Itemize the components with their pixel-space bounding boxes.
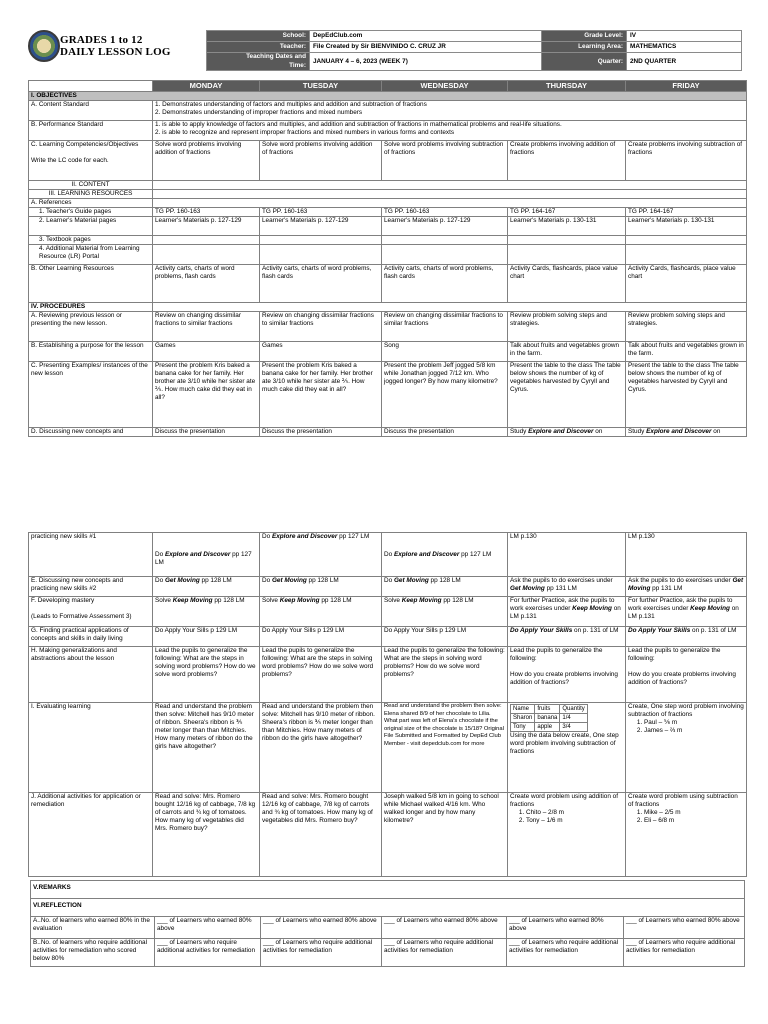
gm-tue-pp: pp 128 LM	[306, 577, 339, 584]
other-wed: Activity carts, charts of word problems, flash cards	[382, 265, 508, 303]
km-mon-solve: Solve	[155, 597, 173, 604]
purpose-wed: Song	[382, 342, 508, 362]
competencies-label-text: C. Learning Competencies/Objectives	[31, 141, 139, 148]
ask-fri-em: Get Moving	[628, 577, 744, 592]
km-mon-pp: pp 128 LM	[212, 597, 245, 604]
lm-label: 2. Learner's Material pages	[29, 217, 153, 236]
explore-mon-do: Do	[155, 551, 165, 558]
gen-thu-2: How do you create problems involving addition of fractions?	[510, 671, 618, 686]
study-fri	[626, 428, 747, 437]
lm-fri: Learner's Materials p. 130-131	[626, 217, 747, 236]
lm-mon: Learner's Materials p. 127-129	[153, 217, 260, 236]
km-tue-em: Keep Moving	[279, 597, 320, 604]
j-thu-item-2: 2. Tony – 1/6 m	[526, 817, 623, 825]
performance-standard-2: 2. is able to recognize and represent improper fractions and mixed numbers in various forms and contexts	[155, 129, 455, 136]
ref-a-fri: ___ of Learners who earned 80% above	[624, 917, 745, 939]
ask-thu-em: Get Moving	[510, 585, 545, 592]
gm-tue-do: Do	[262, 577, 272, 584]
km-mon-em: Keep Moving	[172, 597, 213, 604]
explore-wed-do: Do	[384, 551, 394, 558]
study-thu-post: on	[593, 428, 603, 435]
lc-code-note: Write the LC code for each.	[31, 157, 109, 164]
further-thu-post: on LM p.131	[510, 605, 621, 620]
tg-label: 1. Teacher's Guide pages	[29, 208, 153, 217]
competency-wed: Solve word problems involving subtraction of fractions	[382, 141, 508, 181]
ref-b-fri: ___ of Learners who require additional activities for remediation	[624, 939, 745, 967]
ask-fri-post: pp 131 LM	[650, 585, 683, 592]
purpose-thu: Talk about fruits and vegetables grown in the farm.	[508, 342, 626, 362]
study-fri-post: on	[711, 428, 721, 435]
j-thu-text: Create word problem using addition of fractions	[510, 793, 618, 808]
purpose-fri: Talk about fruits and vegetables grown in the farm.	[626, 342, 747, 362]
further-thu	[508, 597, 626, 627]
h-label: H. Making generalizations and abstractions about the lesson	[29, 647, 153, 703]
ref-a-mon: ___ of Learners who earned 80% above	[155, 917, 261, 939]
ref-a-label: A..No. of learners who earned 80% in the evaluation	[31, 917, 155, 939]
practicing-label: practicing new skills #1	[29, 533, 153, 577]
fruit-head-name: Name	[511, 705, 535, 714]
day-wednesday: WEDNESDAY	[382, 81, 508, 92]
info-table	[206, 30, 742, 71]
references-label: A. References	[29, 199, 153, 208]
gen-fri	[626, 647, 747, 703]
i-label: I. Evaluating learning	[29, 703, 153, 793]
performance-standard-1: 1. is able to apply knowledge of factors and multiples, and addition and subtraction of fractions in mathematical problems and real-life situations.	[155, 121, 562, 128]
apply-tue: Do Apply Your Sills p 129 LM	[260, 627, 382, 647]
lm-thu: Learner's Materials p. 130-131	[508, 217, 626, 236]
explore-wed-pp: pp 127 LM	[459, 551, 492, 558]
fruit-head-qty: Quantity	[560, 705, 587, 714]
eval-fri-text: Create, One step word problem involving subtraction of fractions	[628, 703, 744, 718]
km-tue-solve: Solve	[262, 597, 280, 604]
dates-label	[207, 53, 310, 71]
eval-tue: Read and understand the problem then solve: Mitchell has 9/10 meter of ribbon. Sheera's ribbon is ⅗ meter longer than than Mitchies. How many meters of ribbon do the girls have altogether?	[260, 703, 382, 793]
apply-mon: Do Apply Your Sills p 129 LM	[153, 627, 260, 647]
apply-thu-em: Do Apply Your Skills	[510, 627, 573, 634]
tg-tue: TG PP. 160-163	[260, 208, 382, 217]
day-thursday: THURSDAY	[508, 81, 626, 92]
fruit-row-2-fruit: apple	[535, 723, 560, 732]
ref-b-label: B..No. of learners who require additional activities for remediation who scored below 80%	[31, 939, 155, 967]
getmoving-mon	[153, 577, 260, 597]
lm-tue: Learner's Materials p. 127-129	[260, 217, 382, 236]
tg-mon: TG PP. 160-163	[153, 208, 260, 217]
gen-wed: Lead the pupils to generalize the following: What are the steps in solving word problems? How do we solve word problems?	[382, 647, 508, 703]
competency-tue: Solve word problems involving addition of fractions	[260, 141, 382, 181]
apply-fri	[626, 627, 747, 647]
explore-tue-do: Do	[262, 533, 272, 540]
content-standard-label: A. Content Standard	[29, 101, 153, 121]
further-fri	[626, 597, 747, 627]
ref-b-mon: ___ of Learners who require additional activities for remediation	[155, 939, 261, 967]
dll-table-page2	[28, 532, 747, 877]
area-value: MATHEMATICS	[627, 42, 742, 53]
discussing-label: D. Discussing new concepts and	[29, 428, 153, 437]
title-line-2: DAILY LESSON LOG	[60, 46, 171, 58]
other-tue: Activity carts, charts of word problems, flash cards	[260, 265, 382, 303]
header	[28, 30, 746, 74]
fruit-row-2-qty: 3/4	[560, 723, 587, 732]
keepmoving-tue	[260, 597, 382, 627]
section-content: II. CONTENT	[29, 181, 153, 190]
quarter-label: Quarter:	[542, 53, 627, 71]
gm-mon-em: Get Moving	[164, 577, 200, 584]
gen-fri-1: Lead the pupils to generalize the following:	[628, 647, 721, 662]
discuss-wed: Discuss the presentation	[382, 428, 508, 437]
section-objectives: I. OBJECTIVES	[29, 92, 747, 101]
present-tue: Present the problem Kris baked a banana cake for her family. Her brother ate 3/10 while her sister ate ⅖. How much cake did they eat in all?	[260, 362, 382, 428]
remarks-heading: V.REMARKS	[31, 881, 745, 899]
j-fri-list	[628, 809, 744, 825]
further-fri-post: on LM p.131	[628, 605, 739, 620]
eval-fri-item-2: 2. James – ⅔ m	[644, 727, 744, 735]
discuss-mon: Discuss the presentation	[153, 428, 260, 437]
dates-label-2: Time:	[289, 61, 306, 69]
j-thu	[508, 793, 626, 877]
km-tue-pp: pp 128 LM	[319, 597, 352, 604]
teacher-value: File Created by Sir BIENVINIDO C. CRUZ JR	[310, 42, 542, 53]
reflection-table	[30, 880, 745, 967]
title-line-1: GRADES 1 to 12	[60, 34, 143, 46]
review-tue: Review on changing dissimilar fractions to similar fractions	[260, 312, 382, 342]
eval-thu-text: Using the data below create, One step word problem involving subtraction of fractions	[510, 732, 619, 755]
study-thu-pre: Study	[510, 428, 529, 435]
gm-wed-do: Do	[384, 577, 394, 584]
review-wed: Review on changing dissimilar fractions to similar fractions	[382, 312, 508, 342]
purpose-tue: Games	[260, 342, 382, 362]
day-tuesday: TUESDAY	[260, 81, 382, 92]
present-thu: Present the table to the class The table below shows the number of kg of vegetables harvested by Cyryll and Cyrus.	[508, 362, 626, 428]
f-label: F. Developing mastery	[31, 597, 95, 604]
area-label: Learning Area:	[542, 42, 627, 53]
j-label: J. Additional activities for application or remediation	[29, 793, 153, 877]
ref-a-wed: ___ of Learners who earned 80% above	[382, 917, 507, 939]
fruit-row-2-name: Tony	[511, 723, 535, 732]
further-thu-em: Keep Moving	[572, 605, 612, 612]
apply-fri-em: Do Apply Your Skills	[628, 627, 691, 634]
study-fri-em: Explore and Discover	[646, 428, 712, 435]
gm-tue-em: Get Moving	[271, 577, 307, 584]
eval-fri-list	[628, 719, 744, 735]
ask-fri	[626, 577, 747, 597]
gen-tue: Lead the pupils to generalize the following: What are the steps in solving word problems? How do we solve word problems?	[260, 647, 382, 703]
gen-fri-2: How do you create problems involving addition of fractions?	[628, 671, 736, 686]
section-procedures: IV. PROCEDURES	[29, 303, 153, 312]
j-fri	[626, 793, 747, 877]
other-thu: Activity Cards, flashcards, place value chart	[508, 265, 626, 303]
other-mon: Activity carts, charts of word problems, flash cards	[153, 265, 260, 303]
keepmoving-wed	[382, 597, 508, 627]
dates-value: JANUARY 4 – 6, 2023 (WEEK 7)	[310, 53, 542, 71]
apply-thu	[508, 627, 626, 647]
ask-thu-post: pp 131 LM	[544, 585, 577, 592]
getmoving-tue	[260, 577, 382, 597]
explore-tue-em: Explore and Discover	[271, 533, 338, 540]
further-fri-em: Keep Moving	[690, 605, 730, 612]
textbook-label: 3. Textbook pages	[29, 236, 153, 245]
fruit-row-1-name: Sharon	[511, 714, 535, 723]
f-label-2: (Leads to Formative Assessment 3)	[31, 613, 132, 620]
explore-wed-em: Explore and Discover	[393, 551, 460, 558]
j-wed: Joseph walked 5/8 km in going to school while Michael walked 4/16 km. Who walked longer and by how many kilometre?	[382, 793, 508, 877]
j-thu-item-1: 1. Chito – 2/8 m	[526, 809, 623, 817]
dates-label-1: Teaching Dates and	[246, 53, 306, 60]
review-fri: Review problem solving steps and strategies.	[626, 312, 747, 342]
km-wed-em: Keep Moving	[401, 597, 442, 604]
review-thu: Review problem solving steps and strategies.	[508, 312, 626, 342]
ref-b-thu: ___ of Learners who require additional activities for remediation	[507, 939, 624, 967]
school-label: School:	[207, 31, 310, 42]
gm-wed-pp: pp 128 LM	[428, 577, 461, 584]
present-fri: Present the table to the class The table below shows the number of kg of vegetables harvested by Cyryll and Cyrus.	[626, 362, 747, 428]
section-resources: III. LEARNING RESOURCES	[29, 190, 153, 199]
gm-mon-do: Do	[155, 577, 165, 584]
additional-material-label: 4. Additional Material from Learning Resource (LR) Portal	[29, 245, 153, 265]
competencies-label	[29, 141, 153, 181]
day-friday: FRIDAY	[626, 81, 747, 92]
apply-wed: Do Apply Your Sills p 129 LM	[382, 627, 508, 647]
gen-thu	[508, 647, 626, 703]
study-fri-pre: Study	[628, 428, 647, 435]
performance-standard-label: B. Performance Standard	[29, 121, 153, 141]
explore-mon	[153, 533, 260, 577]
reflection-heading: VI.REFLECTION	[31, 899, 745, 917]
day-monday: MONDAY	[153, 81, 260, 92]
eval-thu	[508, 703, 626, 793]
eval-wed: Read and understand the problem then solve: Elena shared 8/9 of her chocolate to Lilia. What part was left of Elena's chocolate if the original size of the chocolate is 15/18? Original File Submitted and Formatted by DepEd Club Member - visit depedclub.com for more	[382, 703, 508, 793]
present-mon: Present the problem Kris baked a banana cake for her family. Her brother ate 3/10 while her sister ate ⅖. How much cake did they eat in all?	[153, 362, 260, 428]
study-thu	[508, 428, 626, 437]
lm130-fri: LM p.130	[626, 533, 747, 577]
f-label-cell	[29, 597, 153, 627]
ref-b-wed: ___ of Learners who require additional activities for remediation	[382, 939, 507, 967]
lm130-thu: LM p.130	[508, 533, 626, 577]
gen-thu-1: Lead the pupils to generalize the following:	[510, 647, 603, 662]
g-label: G. Finding practical applications of concepts and skills in daily living	[29, 627, 153, 647]
school-value: DepEdClub.com	[310, 31, 542, 42]
apply-thu-post: on p. 131 of LM	[572, 627, 619, 634]
ask-fri-pre: Ask the pupils to do exercises under	[628, 577, 733, 584]
j-tue: Read and solve: Mrs. Romero bought 12/16 kg of cabbage, 7/8 kg of carrots and ¾ kg of tomatoes. How many kg of vegetables did Mrs. Romero buy?	[260, 793, 382, 877]
e-label: E. Discussing new concepts and practicing new skills #2	[29, 577, 153, 597]
fruit-head-fruits: fruits	[535, 705, 560, 714]
j-thu-list	[510, 809, 623, 825]
review-label: A. Reviewing previous lesson or presenting the new lesson.	[29, 312, 153, 342]
deped-seal-icon	[28, 30, 60, 62]
eval-fri	[626, 703, 747, 793]
eval-fruit-table	[510, 704, 588, 732]
gm-mon-pp: pp 128 LM	[199, 577, 232, 584]
other-resources-label: B. Other Learning Resources	[29, 265, 153, 303]
km-wed-pp: pp 128 LM	[441, 597, 474, 604]
apply-fri-post: on p. 131 of LM	[690, 627, 737, 634]
discuss-tue: Discuss the presentation	[260, 428, 382, 437]
fruit-row-1-qty: 1/4	[560, 714, 587, 723]
dll-table-page1	[28, 80, 747, 437]
content-standard-1: 1. Demonstrates understanding of factors and multiples and addition and subtraction of fractions	[155, 101, 427, 108]
eval-fri-item-1: 1. Paul – ⅚ m	[644, 719, 744, 727]
performance-standard	[153, 121, 747, 141]
keepmoving-mon	[153, 597, 260, 627]
ask-thu-pre: Ask the pupils to do exercises under	[510, 577, 613, 584]
explore-tue-pp: pp 127 LM	[337, 533, 370, 540]
doc-title	[60, 34, 171, 58]
presenting-label: C. Presenting Examples/ instances of the new lesson	[29, 362, 153, 428]
study-thu-em: Explore and Discover	[528, 428, 594, 435]
further-fri-pre: For further Practice, ask the pupils to work exercises under	[628, 597, 733, 612]
fruit-row-1-fruit: banana	[535, 714, 560, 723]
purpose-mon: Games	[153, 342, 260, 362]
teacher-label: Teacher:	[207, 42, 310, 53]
ref-a-tue: ___ of Learners who earned 80% above	[261, 917, 382, 939]
present-wed: Present the problem Jeff jogged 5/8 km while Jonathan jogged 7/12 km. Who jogged longer? By how many kilometre?	[382, 362, 508, 428]
explore-tue	[260, 533, 382, 577]
page-1	[0, 0, 768, 505]
grade-label: Grade Level:	[542, 31, 627, 42]
ref-a-thu: ___ of Learners who earned 80% above	[507, 917, 624, 939]
km-wed-solve: Solve	[384, 597, 402, 604]
eval-mon: Read and understand the problem then solve: Mitchell has 9/10 meter of ribbon. Sheera's ribbon is ⅗ meter longer than than Mitchies. How many meters of ribbon do the girls have altogether?	[153, 703, 260, 793]
gen-mon: Lead the pupils to generalize the following: What are the steps in solving word problems? How do we solve word problems?	[153, 647, 260, 703]
other-fri: Activity Cards, flashcards, place value chart	[626, 265, 747, 303]
explore-mon-pp: pp 127 LM	[155, 551, 252, 566]
content-standard	[153, 101, 747, 121]
j-fri-text: Create word problem using subtraction of fractions	[628, 793, 738, 808]
competency-thu: Create problems involving addition of fractions	[508, 141, 626, 181]
grade-value: IV	[627, 31, 742, 42]
ref-b-tue: ___ of Learners who require additional activities for remediation	[261, 939, 382, 967]
explore-mon-em: Explore and Discover	[164, 551, 231, 558]
ask-thu	[508, 577, 626, 597]
j-fri-item-2: 2. Eli – 6/8 m	[644, 817, 744, 825]
explore-wed	[382, 533, 508, 577]
tg-thu: TG PP. 164-167	[508, 208, 626, 217]
j-mon: Read and solve: Mrs. Romero bought 12/16 kg of cabbage, 7/8 kg of carrots and ¾ kg of tomatoes. How many kg of vegetables did Mrs. Romero buy?	[153, 793, 260, 877]
quarter-value: 2ND QUARTER	[627, 53, 742, 71]
page-2	[0, 520, 768, 1024]
content-standard-2: 2. Demonstrates understanding of improper fractions and mixed numbers	[155, 109, 363, 116]
day-header-row	[29, 81, 747, 92]
competency-mon: Solve word problems involving addition of fractions	[153, 141, 260, 181]
getmoving-wed	[382, 577, 508, 597]
gm-wed-em: Get Moving	[393, 577, 429, 584]
purpose-label: B. Establishing a purpose for the lesson	[29, 342, 153, 362]
competency-fri: Create problems involving subtraction of fractions	[626, 141, 747, 181]
j-fri-item-1: 1. Mike – 2/5 m	[644, 809, 744, 817]
further-thu-pre: For further Practice, ask the pupils to work exercises under	[510, 597, 615, 612]
tg-wed: TG PP. 160-163	[382, 208, 508, 217]
tg-fri: TG PP. 164-167	[626, 208, 747, 217]
review-mon: Review on changing dissimilar fractions to similar fractions	[153, 312, 260, 342]
lm-wed: Learner's Materials p. 127-129	[382, 217, 508, 236]
